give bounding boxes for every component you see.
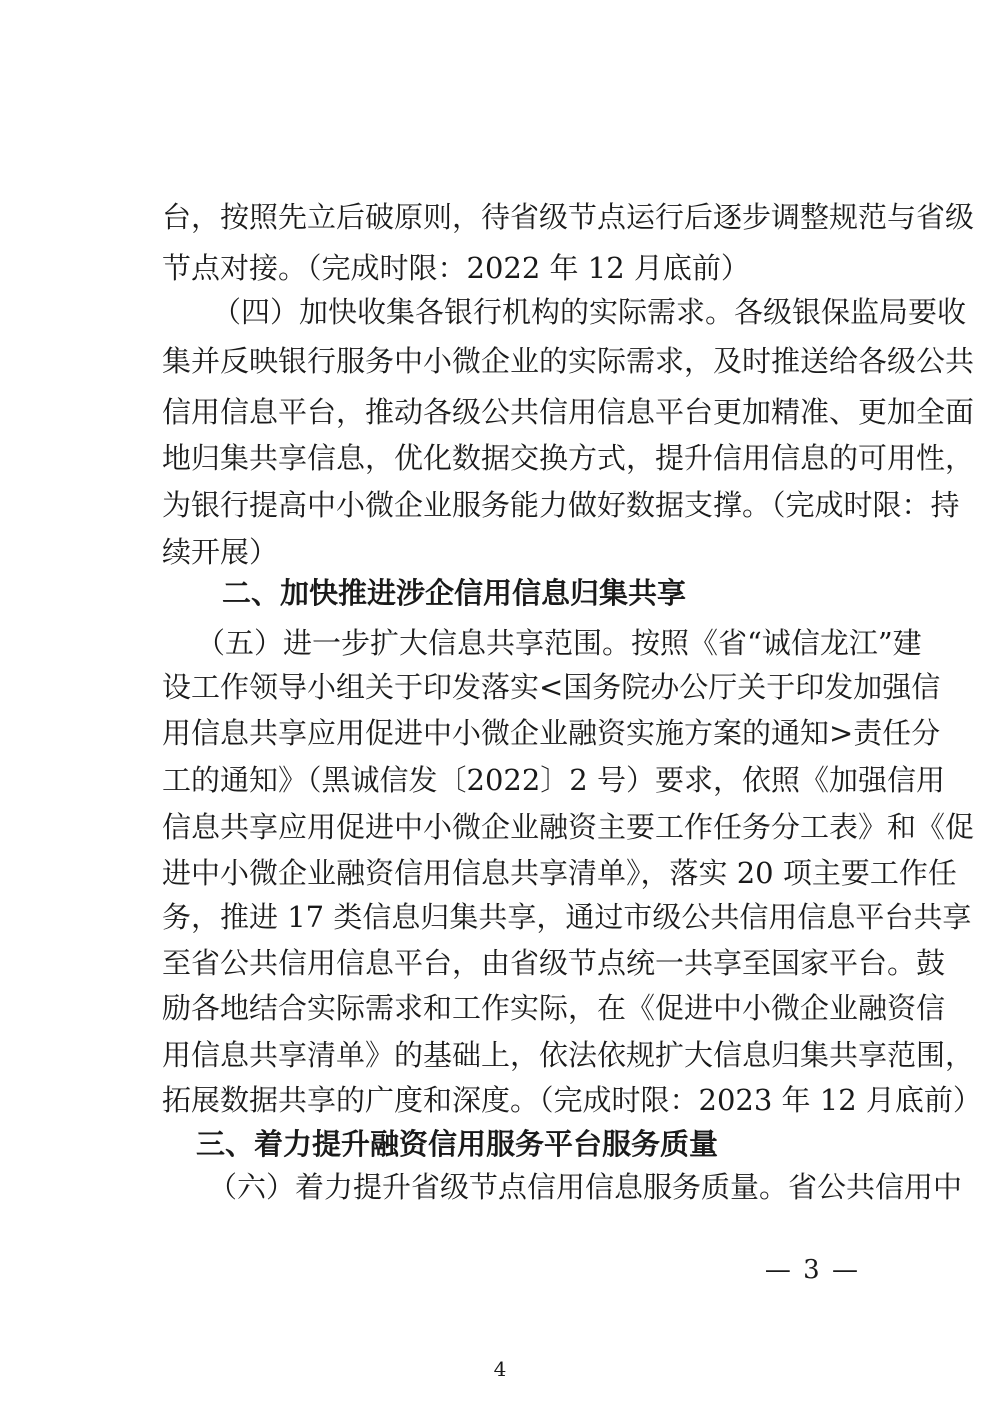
section-heading: 三、着力提升融资信用服务平台服务质量 [196,1127,719,1161]
paragraph-line: 节点对接。（完成时限：2022 年 12 月底前） [162,251,750,285]
paragraph-line: 集并反映银行服务中小微企业的实际需求，及时推送给各级公共 [162,344,975,378]
sheet-number: 4 [493,1357,507,1381]
paragraph-line: 务，推进 17 类信息归集共享，通过市级公共信用信息平台共享 [162,900,972,934]
paragraph-line: 用信息共享清单》的基础上，依法依规扩大信息归集共享范围， [162,1038,975,1072]
paragraph-line: 拓展数据共享的广度和深度。（完成时限：2023 年 12 月底前） [162,1083,982,1117]
section-heading: 二、加快推进涉企信用信息归集共享 [222,576,687,610]
paragraph-line: 为银行提高中小微企业服务能力做好数据支撑。（完成时限：持 [162,488,960,522]
paragraph-line: 用信息共享应用促进中小微企业融资实施方案的通知>责任分 [162,716,941,750]
paragraph-line: 励各地结合实际需求和工作实际，在《促进中小微企业融资信 [162,991,946,1025]
paragraph-line: 设工作领导小组关于印发落实<国务院办公厅关于印发加强信 [162,670,941,704]
page-number: — 3 — [764,1255,860,1285]
paragraph-line: 进中小微企业融资信用信息共享清单》，落实 20 项主要工作任 [162,856,957,890]
paragraph-line: （六）着力提升省级节点信用信息服务质量。省公共信用中 [208,1170,963,1204]
paragraph-line: 地归集共享信息，优化数据交换方式，提升信用信息的可用性， [162,441,975,475]
paragraph-line: 至省公共信用信息平台，由省级节点统一共享至国家平台。鼓 [162,946,946,980]
paragraph-line: （五）进一步扩大信息共享范围。按照《省“诚信龙江”建 [196,626,922,660]
paragraph-line: 台，按照先立后破原则，待省级节点运行后逐步调整规范与省级 [162,200,975,234]
paragraph-line: 工的通知》（黑诚信发〔2022〕2 号）要求，依照《加强信用 [162,763,945,797]
paragraph-line: （四）加快收集各银行机构的实际需求。各级银保监局要收 [212,295,967,329]
paragraph-line: 信用信息平台，推动各级公共信用信息平台更加精准、更加全面 [162,395,975,429]
paragraph-line: 续开展） [162,535,279,569]
paragraph-line: 信息共享应用促进中小微企业融资主要工作任务分工表》和《促 [162,810,975,844]
